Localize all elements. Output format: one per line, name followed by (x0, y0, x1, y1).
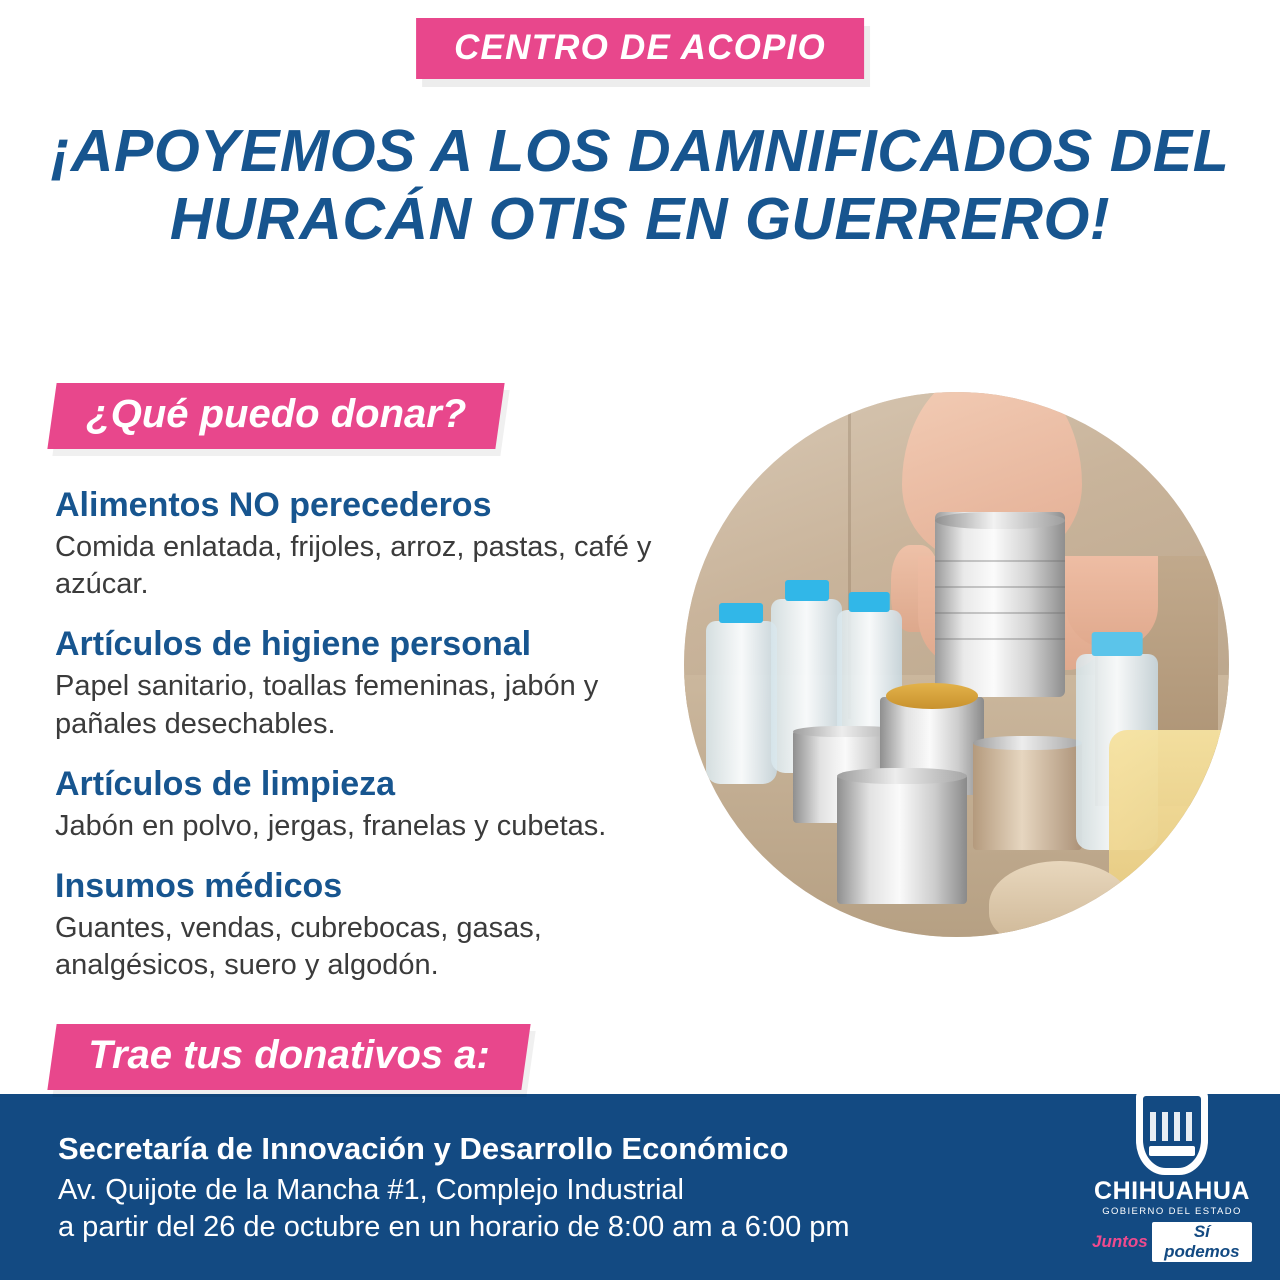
centro-de-acopio-banner (416, 18, 864, 79)
shield-pattern (1150, 1112, 1194, 1141)
canned-food (973, 741, 1082, 850)
pasta-bag (1109, 730, 1229, 894)
canned-food (837, 774, 968, 905)
list-item (55, 867, 675, 984)
logo-tagline (1092, 1222, 1252, 1262)
list-item (55, 486, 675, 603)
list-item (55, 625, 675, 742)
list-item-title: Alimentos NO perecederos (55, 486, 492, 524)
logo-name: CHIHUAHUA (1094, 1177, 1250, 1205)
bottle-cap (849, 592, 890, 612)
list-item-desc: Comida enlatada, frijoles, arroz, pastas, café y azúcar. (55, 531, 652, 601)
logo-tagline-b: Sí podemos (1152, 1222, 1252, 1262)
can-rib (935, 638, 1066, 640)
bottle-cap (719, 603, 763, 623)
can-lid-open (886, 683, 977, 709)
shield-icon (1136, 1089, 1208, 1175)
bottle-cap (1092, 632, 1143, 656)
list-item-title: Insumos médicos (55, 866, 343, 905)
list-item-title: Artículos de higiene personal (55, 625, 532, 664)
water-bottle (706, 621, 777, 785)
banner-label: CENTRO DE ACOPIO (454, 28, 826, 67)
footer-bar (0, 1094, 1280, 1280)
logo-subtitle: GOBIERNO DEL ESTADO (1102, 1206, 1242, 1217)
page-title: ¡APOYEMOS A LOS DAMNIFICADOS DEL HURACÁN OTIS EN GUERRERO! (50, 118, 1230, 252)
trae-tus-donativos-label: Trae tus donativos a: (88, 1033, 490, 1077)
que-puedo-donar-label: ¿Qué puedo donar? (86, 392, 467, 436)
photo-illustration (684, 392, 1229, 937)
bottle-cap (785, 580, 829, 601)
can-rib (935, 612, 1066, 614)
list-item-desc: Guantes, vendas, cubrebocas, gasas, analgésicos, suero y algodón. (55, 911, 542, 982)
que-puedo-donar-tag (47, 383, 504, 449)
dropoff-schedule: a partir del 26 de octubre en un horario de 8:00 am a 6:00 pm (58, 1211, 850, 1244)
logo-tagline-a: Juntos (1092, 1232, 1148, 1251)
can-rib (935, 586, 1066, 588)
can-rib (935, 560, 1066, 562)
shield-bar (1149, 1146, 1195, 1156)
held-can (935, 512, 1066, 697)
list-item-desc: Papel sanitario, toallas femeninas, jabón y pañales desechables. (55, 670, 599, 740)
can-lid (973, 736, 1082, 749)
can-lid (837, 768, 968, 784)
dropoff-info (58, 1130, 1058, 1247)
list-item (55, 765, 675, 845)
dropoff-place: Secretaría de Innovación y Desarrollo Económico (58, 1131, 789, 1166)
donation-list (55, 486, 675, 1006)
shield-inner (1141, 1094, 1203, 1170)
dropoff-address: Av. Quijote de la Mancha #1, Complejo Industrial (58, 1173, 684, 1206)
trae-tus-donativos-tag (47, 1024, 530, 1090)
can-rim (935, 512, 1066, 529)
list-item-title: Artículos de limpieza (55, 764, 396, 803)
chihuahua-government-logo (1092, 1089, 1252, 1262)
list-item-desc: Jabón en polvo, jergas, franelas y cubetas. (55, 809, 607, 842)
donation-supplies-photo (684, 392, 1229, 937)
